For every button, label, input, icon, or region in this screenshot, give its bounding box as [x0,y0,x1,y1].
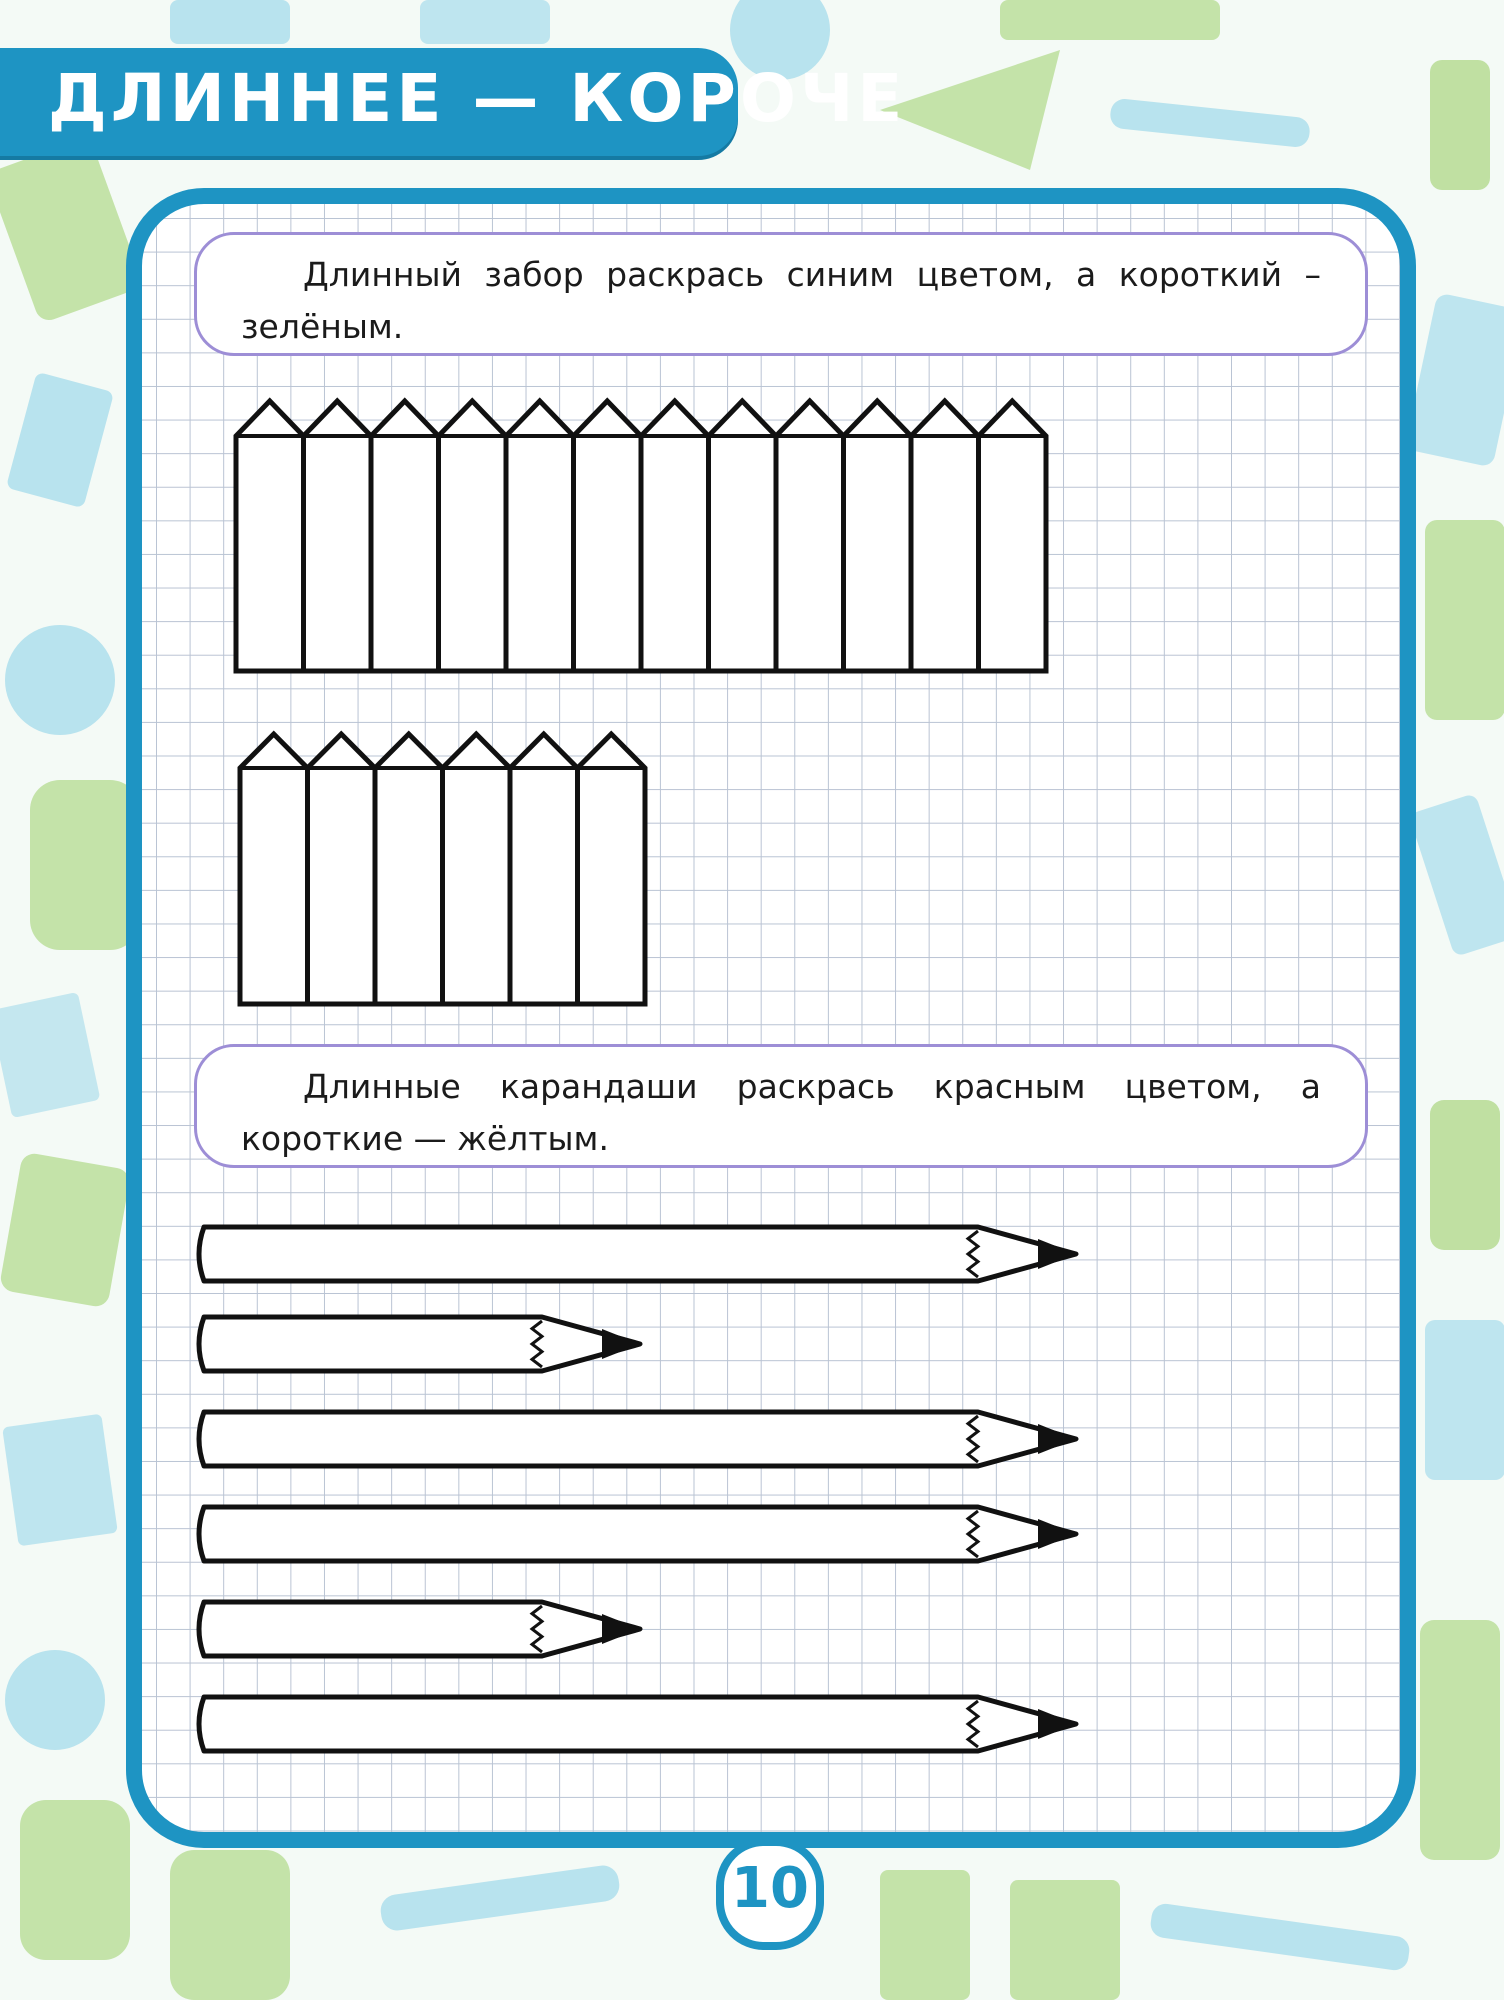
pencil-body [199,1412,1076,1466]
pencil-lead [1038,1239,1076,1269]
worksheet-panel [126,188,1416,1848]
fence-picket [439,401,507,671]
background-doodle [1000,0,1220,40]
fence-picket [911,401,979,671]
page-number: 10 [731,1856,809,1921]
background-doodle [1420,1620,1500,1860]
pencil-body [199,1317,640,1371]
background-doodle [0,1152,131,1309]
short-fence [240,734,645,1004]
fence-picket [240,734,308,1004]
background-doodle [880,50,1060,170]
background-doodle [1149,1902,1411,1972]
background-doodle [170,0,290,44]
background-doodle [5,1650,105,1750]
pencil-lead [602,1614,640,1644]
background-doodle [30,780,140,950]
background-doodle [170,1850,290,2000]
short-pencil [199,1317,640,1371]
background-doodle [2,1414,118,1547]
pencil-lead [1038,1519,1076,1549]
title-banner [0,48,907,156]
background-doodle [1425,1320,1504,1480]
fence-picket [375,734,443,1004]
pencil-lead [1038,1709,1076,1739]
background-doodle [1425,520,1504,720]
long-pencil [199,1507,1076,1561]
background-doodle [5,625,115,735]
background-doodle [1409,793,1504,957]
background-doodle [880,1870,970,2000]
fence-picket [641,401,709,671]
fence-picket [578,734,646,1004]
fence-picket [709,401,777,671]
fence-picket [776,401,844,671]
page-title: ДЛИННЕЕ — КОРОЧЕ [48,60,907,137]
fence-picket [574,401,642,671]
fence-picket [844,401,912,671]
background-doodle [1010,1880,1120,2000]
background-doodle [1404,292,1504,467]
long-fence [236,401,1046,671]
instruction-fence [194,232,1368,356]
fence-picket [304,401,372,671]
background-doodle [1430,1100,1500,1250]
instruction-pencils-text: Длинные карандаши раскрась красным цветом, а короткие — жёлтым. [241,1067,1321,1158]
pencil-body [199,1507,1076,1561]
pencil-lead [602,1329,640,1359]
fence-picket [979,401,1047,671]
background-doodle [420,0,550,44]
background-doodle [1430,60,1490,190]
background-doodle [20,1800,130,1960]
pencil-body [199,1697,1076,1751]
instruction-pencils [194,1044,1368,1168]
background-doodle [1109,98,1311,149]
fence-picket [236,401,304,671]
fence-picket [308,734,376,1004]
fence-picket [506,401,574,671]
short-pencil [199,1602,640,1656]
worksheet-drawings [142,204,1416,1848]
fence-picket [443,734,511,1004]
pencil-lead [1038,1424,1076,1454]
page-number-badge [716,1838,824,1950]
long-pencil [199,1412,1076,1466]
background-doodle [379,1863,622,1932]
fence-picket [510,734,578,1004]
pencil-body [199,1227,1076,1281]
pencil-body [199,1602,640,1656]
fence-picket [371,401,439,671]
long-pencil [199,1697,1076,1751]
background-doodle [0,136,144,324]
long-pencil [199,1227,1076,1281]
background-doodle [0,992,100,1118]
background-doodle [6,372,114,509]
instruction-fence-text: Длинный забор раскрась синим цветом, а короткий – зелёным. [241,255,1321,346]
